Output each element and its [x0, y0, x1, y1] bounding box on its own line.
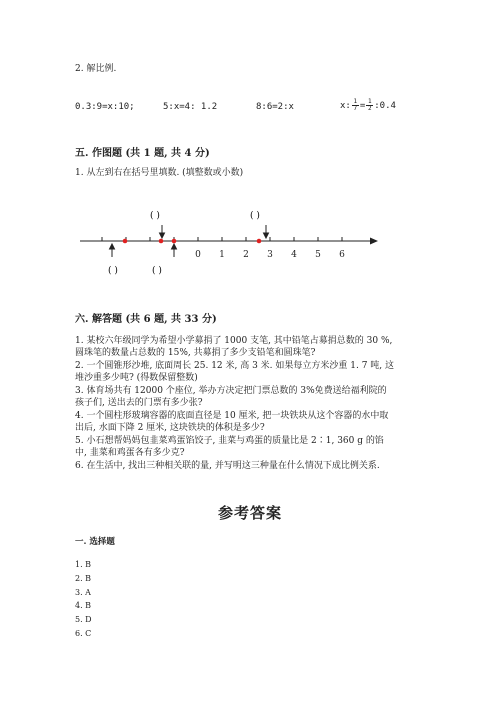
number-line-point [172, 239, 177, 244]
proportion-item-1: 0.3:9=x:10; [75, 102, 135, 112]
section-6-heading: 六. 解答题 (共 6 题, 共 33 分) [75, 314, 217, 325]
equals-sign: = [359, 100, 366, 111]
down-arrowhead-icon [264, 233, 269, 238]
number-line-arrowhead [370, 238, 378, 245]
word-problem-3: 3. 体育场共有 12000 个座位, 举办方决定把门票总数的 3%免费送给福利院的孩子们, 送出去的门票有多少张? [75, 386, 387, 409]
number-line-figure [70, 200, 390, 290]
answer-item: 5. D [75, 615, 92, 625]
fraction-1-numerator: 1 [353, 98, 358, 105]
up-arrowhead-icon [172, 244, 177, 249]
number-line-label: 1 [219, 250, 225, 260]
number-line-point [257, 239, 262, 244]
fraction-2-denominator: 2 [367, 105, 372, 112]
proportion-item-4 [340, 99, 396, 112]
question-2-heading: 2. 解比例. [75, 64, 117, 74]
section-5-heading: 五. 作图题 (共 1 题, 共 4 分) [75, 148, 210, 159]
answer-blank-below: ( ) [108, 266, 118, 276]
word-problem-5: 5. 小石想帮妈妈包韭菜鸡蛋馅饺子, 韭菜与鸡蛋的质量比是 2∶1, 360 g 的馅中, 韭菜和鸡蛋各有多少克? [75, 436, 384, 459]
number-line-label: 5 [315, 250, 321, 260]
word-problem-6: 6. 在生活中, 找出三种相关联的量, 并写明这三种量在什么情况下成比例关系. [75, 461, 380, 471]
answer-item: 3. A [75, 587, 91, 597]
fraction-2-numerator: 1 [367, 98, 372, 105]
answer-item: 6. C [75, 628, 92, 638]
proportion-item-2: 5:x=4: 1.2 [163, 102, 218, 112]
up-arrowhead-icon [110, 244, 115, 249]
word-problem-2: 2. 一个圆锥形沙堆, 底面周长 25. 12 米, 高 3 米. 如果每立方米沙重 1. 7 吨, 这堆沙重多少吨? (得数保留整数) [75, 361, 395, 384]
number-line-label: 3 [267, 250, 273, 260]
answer-item: 2. B [75, 573, 92, 583]
section-5-question-1: 1. 从左到右在括号里填数. (填整数或小数) [75, 168, 244, 178]
proportion-item-4-rhs: :0.4 [374, 100, 396, 111]
number-line-ticks [102, 237, 342, 241]
number-line-label: 2 [243, 250, 249, 260]
answer-list [75, 558, 92, 641]
fraction-one-half [366, 99, 373, 112]
number-line-label: 6 [339, 250, 345, 260]
number-line-point [123, 239, 128, 244]
number-line-label: 0 [195, 250, 201, 260]
word-problem-1: 1. 某校六年级同学为希望小学募捐了 1000 支笔, 其中铅笔占募捐总数的 30 %, 圆珠笔的数量占总数的 15%, 共募捐了多少支铅笔和圆珠笔? [75, 336, 393, 359]
proportion-item-3: 8:6=2:x [256, 102, 294, 112]
answer-item: 1. B [75, 560, 92, 569]
word-problem-4: 4. 一个圆柱形玻璃容器的底面直径是 10 厘米, 把一块铁块从这个容器的水中取出后, 水面下降 2 厘米, 这块铁块的体积是多少? [75, 411, 389, 434]
answer-blank-above: ( ) [150, 211, 160, 221]
fraction-one-seventh [352, 99, 359, 112]
proportion-item-4-lhs: x: [340, 100, 351, 111]
fraction-1-denominator: 7 [353, 105, 358, 112]
answer-key-title: 参考答案 [217, 504, 282, 522]
answer-section-heading: 一. 选择题 [75, 537, 115, 547]
answer-blank-above: ( ) [250, 211, 260, 221]
number-line-point [159, 239, 164, 244]
number-line-label: 4 [291, 250, 297, 260]
down-arrowhead-icon [160, 233, 165, 238]
answer-blank-below: ( ) [152, 266, 162, 276]
answer-item: 4. B [75, 601, 92, 611]
